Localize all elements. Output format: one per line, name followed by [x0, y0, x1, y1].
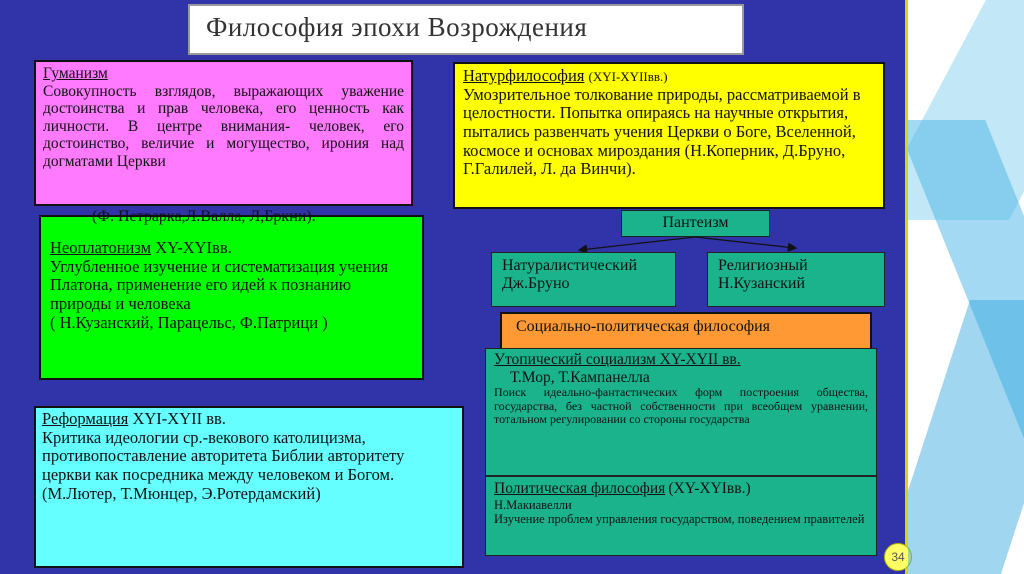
naturphilosophy-box — [453, 62, 885, 209]
political-box — [485, 476, 877, 556]
naturalistic-name: Дж.Бруно — [502, 275, 570, 293]
neoplatonism-heading: Неоплатонизм — [50, 238, 152, 257]
neoplatonism-box — [39, 215, 424, 380]
religious-title: Религиозный — [718, 257, 808, 274]
political-name: Н.Макиавелли — [494, 497, 572, 512]
reformation-names: (М.Лютер, Т.Мюнцер, Э.Ротердамский) — [42, 483, 321, 503]
reformation-period: XYI-XYII вв. — [132, 409, 226, 428]
decorative-shapes — [908, 0, 1024, 574]
neoplatonism-text: Углубленное изучение и систематизация учения Платона, применение его идей к познанию природы и человека — [50, 256, 389, 313]
neoplatonism-period: XY-XYIвв. — [155, 238, 232, 257]
political-heading: Политическая философия — [494, 480, 666, 497]
naturalistic-title: Натуралистический — [502, 257, 638, 274]
religious-box — [707, 252, 885, 307]
humanism-names: (Ф. Петрарка,Л.Валла, Л,Бркни). — [92, 208, 316, 225]
naturalistic-box — [491, 252, 676, 307]
utopian-text: Поиск идеально-фантастических форм построения общества, государства, без частной собственности при всеобщем уравнении, тотальном регулировании со стороны государства — [494, 385, 868, 427]
utopian-names: Т.Мор, Т.Кампанелла — [510, 368, 650, 386]
pantheism-box: Пантеизм — [621, 210, 770, 237]
humanism-heading: Гуманизм — [43, 65, 108, 82]
naturphilosophy-period: (XYI-XYIIвв.) — [588, 69, 668, 84]
arrow-naturalistic — [580, 237, 695, 250]
reformation-heading: Реформация — [42, 409, 129, 428]
naturphilosophy-text: Умозрительное толкование природы, рассматриваемой в целостности. Попытка опираясь на научные открытия, пытались развенчать учения Церкви о Боге, Вселенной, космосе и основах мироздания (Н.Коперник, Д.Бруно, Г.Галилей, Л. да Винчи). — [463, 84, 861, 179]
social-political-box: Социально-политическая философия — [500, 312, 872, 350]
naturphilosophy-heading: Натурфилософия — [463, 66, 585, 85]
reformation-text: Критика идеологии ср.-векового католицизма, противопоставление авторитета Библии авторитету церкви как посредника между человеком и Богом. — [42, 427, 405, 484]
page-number: 34 — [884, 543, 912, 571]
religious-name: Н.Кузанский — [718, 275, 806, 293]
reformation-box — [34, 406, 464, 568]
neoplatonism-names: ( Н.Кузанский, Парацельс, Ф.Патрици ) — [50, 312, 328, 332]
political-period: (XY-XYIвв.) — [668, 480, 751, 497]
utopian-box — [485, 348, 877, 476]
arrow-religious — [695, 237, 795, 248]
political-text: Изучение проблем управления государством, поведением правителей — [494, 511, 865, 526]
humanism-text: Совокупность взглядов, выражающих уважение достоинства и прав человека, его ценность как личности. В центре внимания- человек, его достоинство, величие и могущество, ирония над догматами Церкви — [43, 82, 404, 170]
slide-title: Философия эпохи Возрождения — [188, 4, 744, 55]
humanism-box — [34, 60, 413, 206]
utopian-heading: Утопический социализм XY-XYII вв. — [494, 351, 741, 368]
